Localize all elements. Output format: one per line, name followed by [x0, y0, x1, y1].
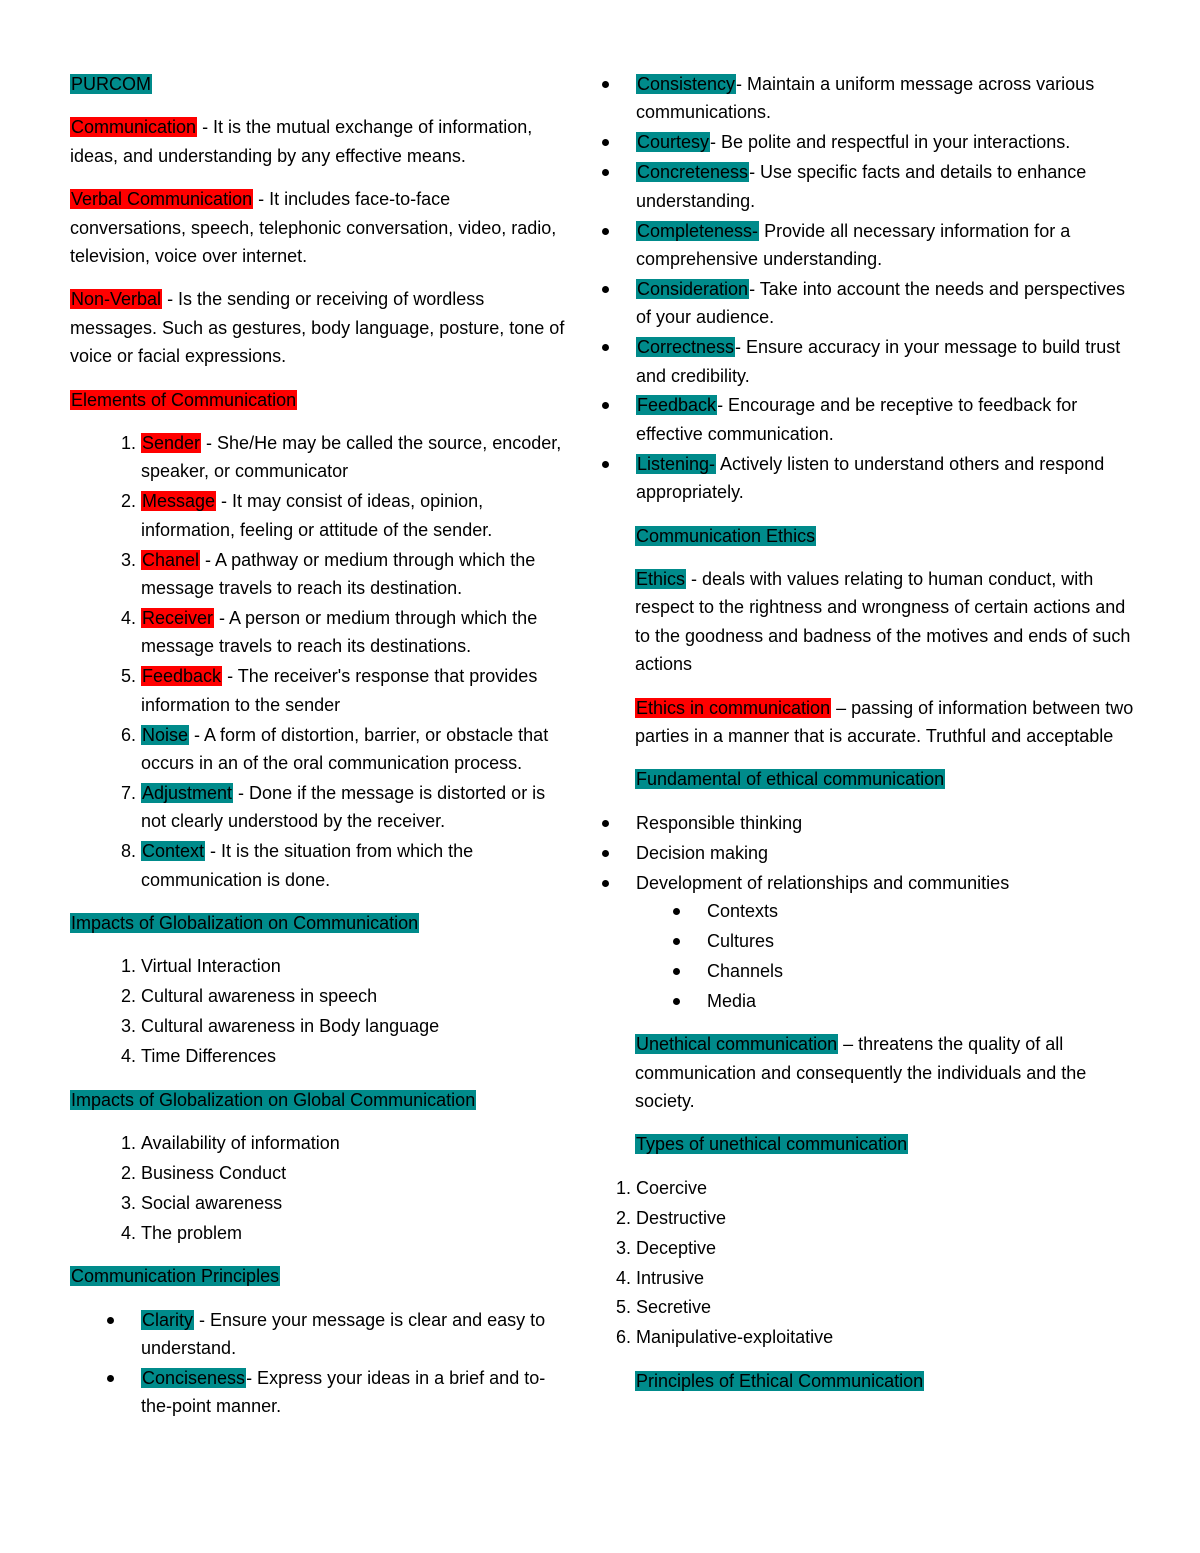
highlighted-term: Feedback: [142, 666, 222, 687]
heading-types: [635, 1130, 1140, 1158]
text-span: - Done if the message is distorted or is not clearly understood by the receiver.: [141, 782, 546, 832]
highlighted-term: Communication Ethics: [636, 525, 816, 546]
list-item: [636, 128, 1140, 156]
list-item: [636, 70, 1140, 127]
text-span: - Is the sending or receiving of wordless messages. Such as gestures, body language, posture, tone of voice or facial expressions.: [70, 289, 565, 367]
list-item: [636, 333, 1140, 390]
definition-nonverbal: [70, 285, 570, 370]
highlighted-term: Sender: [142, 433, 201, 454]
text-span: - She/He may be called the source, encoder, speaker, or communicator: [141, 433, 562, 482]
text-span: - A form of distortion, barrier, or obstacle that occurs in an of the oral communication process.: [141, 724, 549, 774]
heading-fundamental: [635, 765, 1140, 793]
principles-list: [70, 1306, 570, 1421]
fundamentals-list: [565, 809, 1140, 1015]
list-item: [636, 275, 1140, 332]
text-span: – passing of information between two parties in a manner that is accurate. Truthful and acceptable: [635, 697, 1134, 747]
list-item: Media: [707, 987, 1140, 1015]
text-span: - Encourage and be receptive to feedback for effective communication.: [636, 395, 1078, 444]
text-span: Actively listen to understand others and respond appropriately.: [636, 453, 1105, 503]
text-span: - Use specific facts and details to enhance understanding.: [636, 162, 1087, 211]
heading-global: [70, 1086, 570, 1114]
global-list: [70, 1129, 570, 1247]
highlighted-term: Consideration: [637, 278, 749, 299]
text-span: - It may consist of ideas, opinion, information, feeling or attitude of the sender.: [141, 491, 493, 540]
highlighted-term: Ethics: [636, 569, 686, 589]
highlighted-term: Impacts of Globalization on Global Communication: [71, 1089, 476, 1110]
list-item: [141, 429, 570, 486]
left-column: [70, 70, 570, 1436]
list-item: [141, 779, 570, 836]
highlighted-term: Communication Principles: [71, 1266, 280, 1287]
highlighted-term: Courtesy: [637, 132, 710, 153]
highlighted-term: Listening-: [637, 453, 716, 474]
list-item: Responsible thinking: [636, 809, 1140, 837]
list-item: 1. Coercive: [636, 1174, 1140, 1202]
highlighted-term: Correctness: [637, 337, 735, 358]
list-item: 1. Virtual Interaction: [141, 952, 570, 980]
list-item: 2. Business Conduct: [141, 1159, 570, 1187]
list-item: 4. The problem: [141, 1219, 570, 1247]
text-span: Provide all necessary information for a comprehensive understanding.: [636, 220, 1071, 269]
right-column: [635, 70, 1140, 1410]
text-span: - Ensure your message is clear and easy to understand.: [141, 1309, 546, 1358]
list-item: [141, 487, 570, 544]
list-item: [636, 158, 1140, 215]
highlighted-term: Communication: [71, 117, 197, 138]
highlighted-term: Impacts of Globalization on Communication: [71, 913, 419, 934]
highlighted-term: Feedback: [637, 395, 717, 416]
list-item: [141, 1364, 570, 1421]
text-span: - deals with values relating to human conduct, with respect to the rightness and wrongness of certain actions and to the goodness and badness of the motives and ends of such actions: [635, 569, 1131, 675]
fundamentals-sublist: [636, 897, 1140, 1015]
highlighted-term: Ethics in communication: [636, 697, 831, 718]
text-span: - The receiver's response that provides information to the sender: [141, 666, 538, 715]
highlighted-term: Completeness-: [637, 220, 759, 241]
text-span: - Be polite and respectful in your interactions.: [710, 132, 1071, 153]
list-item: 3. Social awareness: [141, 1189, 570, 1217]
highlighted-term: Principles of Ethical Communication: [636, 1370, 924, 1391]
highlighted-term: Types of unethical communication: [636, 1134, 908, 1155]
highlighted-term: Conciseness: [142, 1367, 246, 1388]
heading-principles-ethical: [635, 1367, 1140, 1395]
elements-list: [70, 429, 570, 894]
definition-ethics-communication: [635, 694, 1140, 751]
list-item: Channels: [707, 957, 1140, 985]
list-item: [141, 837, 570, 894]
text-span: - Take into account the needs and perspectives of your audience.: [636, 278, 1125, 328]
list-item: 2. Destructive: [636, 1204, 1140, 1232]
doc-title: [70, 70, 570, 98]
list-item: 4. Intrusive: [636, 1264, 1140, 1292]
list-item: [636, 450, 1140, 507]
list-item: [141, 604, 570, 661]
highlighted-term: Fundamental of ethical communication: [636, 769, 945, 790]
impacts-list: [70, 952, 570, 1070]
list-item: 3. Cultural awareness in Body language: [141, 1012, 570, 1040]
list-item: 3. Deceptive: [636, 1234, 1140, 1262]
text-span: - It includes face-to-face conversations, speech, telephonic conversation, video, radio, television, voice over internet.: [70, 189, 557, 267]
highlighted-term: Adjustment: [142, 782, 233, 803]
highlighted-term: Message: [142, 491, 216, 512]
heading-principles: [70, 1262, 570, 1290]
definition-verbal: [70, 185, 570, 270]
list-item: [141, 546, 570, 603]
list-item: 5. Secretive: [636, 1293, 1140, 1321]
principles-cont-list: [565, 70, 1140, 507]
list-item: [141, 662, 570, 719]
highlighted-term: Noise: [142, 724, 189, 745]
highlighted-term: Concreteness: [637, 162, 749, 183]
text-span: - It is the situation from which the communication is done.: [141, 841, 474, 890]
text-span: Development of relationships and communities: [636, 872, 1010, 893]
definition-unethical: [635, 1030, 1140, 1115]
text-span: - Ensure accuracy in your message to build trust and credibility.: [636, 337, 1121, 386]
highlighted-term: PURCOM: [71, 74, 151, 94]
text-span: - Maintain a uniform message across various communications.: [636, 74, 1095, 123]
list-item: [141, 721, 570, 778]
highlighted-term: Clarity: [142, 1309, 194, 1330]
types-list: [565, 1174, 1140, 1352]
list-item: 1. Availability of information: [141, 1129, 570, 1157]
highlighted-term: Chanel: [142, 549, 200, 570]
list-item: 6. Manipulative-exploitative: [636, 1323, 1140, 1351]
text-span: - It is the mutual exchange of information, ideas, and understanding by any effective means.: [70, 117, 533, 166]
text-span: – threatens the quality of all communication and consequently the individuals and the society.: [635, 1034, 1087, 1111]
list-item: [141, 1306, 570, 1363]
list-item: 4. Time Differences: [141, 1042, 570, 1070]
definition-communication: [70, 113, 570, 170]
highlighted-term: Non-Verbal: [71, 289, 162, 310]
definition-ethics: [635, 565, 1140, 679]
heading-ethics: [635, 522, 1140, 550]
heading-impacts: [70, 909, 570, 937]
list-item: [636, 217, 1140, 274]
list-item: 2. Cultural awareness in speech: [141, 982, 570, 1010]
highlighted-term: Unethical communication: [636, 1034, 838, 1055]
list-item: Decision making: [636, 839, 1140, 867]
list-item: [636, 869, 1140, 1016]
list-item: Contexts: [707, 897, 1140, 925]
text-span: - A pathway or medium through which the message travels to reach its destination.: [141, 549, 536, 599]
list-item: Cultures: [707, 927, 1140, 955]
text-span: - Express your ideas in a brief and to-the-point manner.: [141, 1367, 546, 1417]
highlighted-term: Receiver: [142, 608, 214, 628]
text-span: - A person or medium through which the message travels to reach its destinations.: [141, 608, 538, 657]
list-item: [636, 391, 1140, 448]
heading-elements: [70, 386, 570, 414]
highlighted-term: Context: [142, 841, 205, 862]
highlighted-term: Elements of Communication: [71, 389, 297, 410]
highlighted-term: Consistency: [637, 74, 736, 94]
highlighted-term: Verbal Communication: [71, 189, 253, 210]
